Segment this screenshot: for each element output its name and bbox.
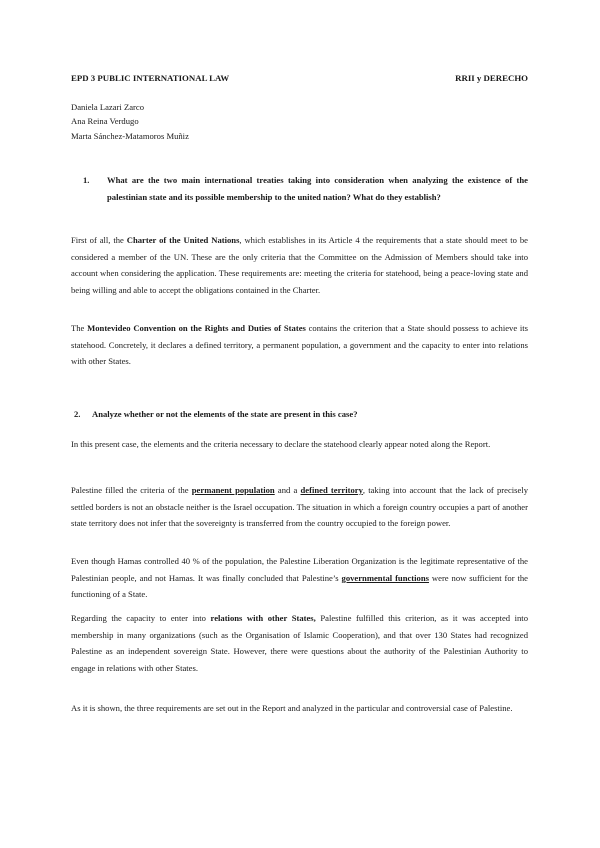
paragraph-charter (71, 232, 528, 298)
paragraph-text: , which establishes in its Article 4 the requirements that a state should meet to be considered a member of the UN. These are the only criteria that the Committee on the Admission of Members should take into account when considering the application. These requirements are: meeting the criteria for statehood, being a peace-loving state and being willing and able to accept the obligations contained in the Charter. (71, 235, 528, 295)
paragraph-text: First of all, the (71, 235, 127, 245)
paragraph-text: Palestine fulfilled this criterion, as it was accepted into membership in many organizations (such as the Organisation of Islamic Cooperation), and that over 130 States had recognized Palestine as an independent sovereign State. However, there were questions about the authority of the Palestinian Authority to engage in relations with other States. (71, 613, 528, 673)
term-defined-territory: defined territory (300, 485, 363, 495)
question-2 (74, 406, 528, 423)
author-name: Ana Reina Verdugo (71, 116, 139, 127)
paragraph-text: In this present case, the elements and the criteria necessary to declare the statehood clearly appear noted along the Report. (71, 439, 491, 449)
term-governmental-functions: governmental functions (341, 572, 429, 583)
paragraph-population-territory (71, 482, 528, 532)
paragraph-montevideo (71, 320, 528, 370)
author-list (71, 100, 189, 143)
author-name: Daniela Lazari Zarco (71, 102, 144, 112)
course-title: EPD 3 PUBLIC INTERNATIONAL LAW (71, 73, 230, 83)
term-permanent-population: permanent population (191, 485, 275, 495)
paragraph-text: contains the criterion that a State should possess to achieve its statehood. Concretely, it declares a defined territory, a permanent population, a government and the capacity to enter into relations with other States. (71, 323, 529, 367)
paragraph-text: As it is shown, the three requirements are set out in the Report and analyzed in the particular and controversial case of Palestine. (71, 703, 513, 713)
paragraph-text: Regarding the capacity to enter into (71, 613, 211, 623)
question-1 (83, 172, 528, 205)
question-text: Analyze whether or not the elements of the state are present in this case? (92, 409, 358, 419)
paragraph-conclusion (71, 700, 528, 717)
paragraph-text: and a (274, 485, 301, 495)
question-text: What are the two main international treaties taking into consideration when analyzing the existence of the palestinian state and its possible membership to the united nation? What do they establish? (107, 175, 528, 202)
question-number: 2. (74, 409, 81, 419)
author-name: Marta Sánchez-Matamoros Muñiz (71, 130, 189, 141)
paragraph-government (71, 553, 528, 603)
treaty-name-charter: Charter of the United Nations (126, 235, 240, 245)
paragraph-text: Even though Hamas controlled 40 % of the population, the Palestine Liberation Organization is the legitimate representative of the Palestinian people, and not Hamas. It was finally concluded that Palestine’s (71, 556, 528, 583)
paragraph-text: were now sufficient for the functioning of a State. (71, 572, 529, 600)
question-number: 1. (83, 175, 90, 185)
paragraph-text: The (71, 323, 88, 333)
paragraph-relations (71, 610, 528, 676)
term-relations-with-states: relations with other States, (210, 613, 316, 623)
page-header (71, 71, 528, 85)
degree-title: RRII y DERECHO (455, 73, 528, 83)
treaty-name-montevideo: Montevideo Convention on the Rights and Duties of States (87, 323, 306, 333)
paragraph-intro (71, 436, 528, 453)
paragraph-text: , taking into account that the lack of precisely settled borders is not an obstacle neither is the Israel occupation. The situation in which a foreign country occupies a part of another state territory does not infer that the sovereignty is transferred from the country occupied to the foreign power. (71, 485, 528, 529)
paragraph-text: Palestine filled the criteria of the (71, 485, 192, 495)
